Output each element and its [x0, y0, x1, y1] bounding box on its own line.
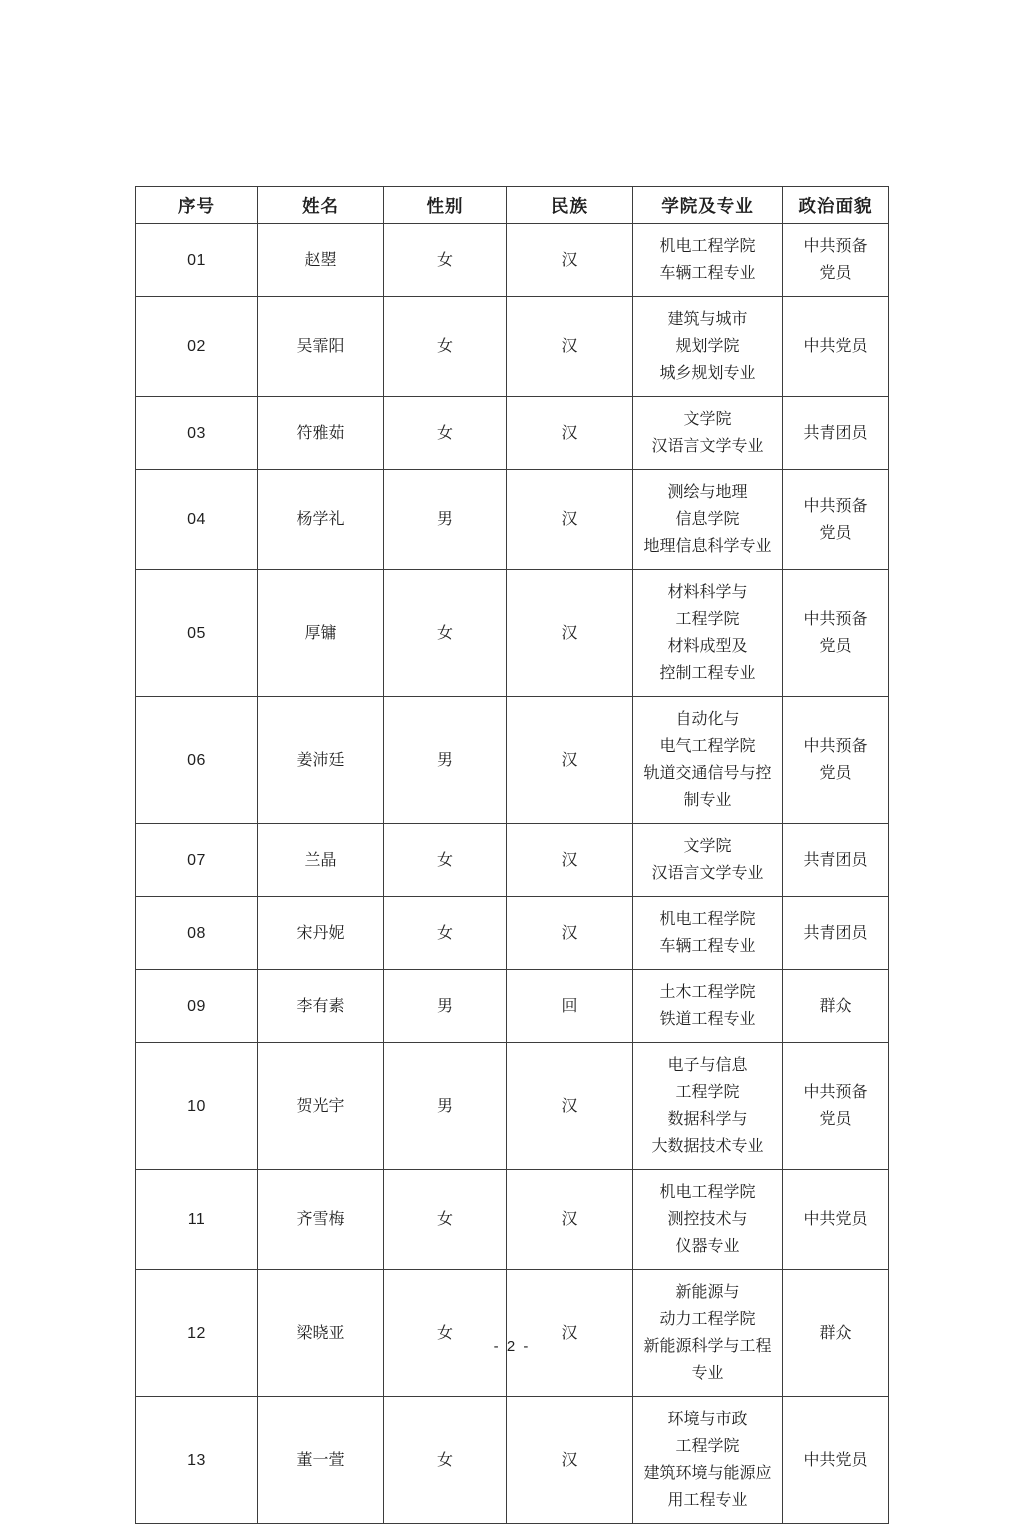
page-number: - 2 - — [493, 1338, 531, 1355]
college-major-cell-line: 工程学院 — [675, 1084, 740, 1101]
gender-cell: 女 — [384, 1270, 507, 1397]
gender-cell: 女 — [384, 297, 507, 397]
col-header-political: 政治面貌 — [783, 187, 889, 224]
college-major-cell-line: 汉语言文学专业 — [651, 865, 764, 882]
gender-cell: 男 — [384, 470, 507, 570]
political-status-cell — [783, 570, 889, 697]
gender-cell: 女 — [384, 570, 507, 697]
name-cell: 杨学礼 — [258, 470, 384, 570]
table-row — [136, 824, 889, 897]
ethnicity-cell: 汉 — [507, 897, 633, 970]
name-cell: 齐雪梅 — [258, 1170, 384, 1270]
college-major-cell-line: 仪器专业 — [675, 1238, 740, 1255]
college-major-cell — [633, 1043, 783, 1170]
college-major-cell-line: 城乡规划专业 — [659, 365, 756, 382]
gender-cell: 女 — [384, 897, 507, 970]
college-major-cell-line: 建筑环境与能源应 — [643, 1465, 772, 1482]
name-cell: 符雅茹 — [258, 397, 384, 470]
col-header-serial: 序号 — [136, 187, 258, 224]
college-major-cell-line: 专业 — [691, 1365, 724, 1382]
serial-cell: 11 — [136, 1170, 258, 1270]
header-row — [136, 187, 889, 224]
political-status-cell — [783, 897, 889, 970]
political-status-cell — [783, 697, 889, 824]
gender-cell: 女 — [384, 1170, 507, 1270]
name-cell: 姜沛廷 — [258, 697, 384, 824]
name-cell: 厚镛 — [258, 570, 384, 697]
political-status-cell-line: 党员 — [819, 1111, 852, 1128]
college-major-cell-line: 规划学院 — [675, 338, 740, 355]
political-status-cell-line: 中共预备 — [803, 497, 868, 515]
table-row — [136, 1397, 889, 1524]
college-major-cell-line: 地理信息科学专业 — [643, 538, 772, 555]
political-status-cell-line: 共青团员 — [803, 851, 868, 869]
college-major-cell — [633, 470, 783, 570]
serial-cell: 10 — [136, 1043, 258, 1170]
col-header-name: 姓名 — [258, 187, 384, 224]
serial-cell: 06 — [136, 697, 258, 824]
college-major-cell — [633, 297, 783, 397]
table-row — [136, 297, 889, 397]
ethnicity-cell: 汉 — [507, 824, 633, 897]
political-status-cell — [783, 1170, 889, 1270]
college-major-cell-line: 工程学院 — [675, 611, 740, 628]
college-major-cell-line: 环境与市政 — [667, 1411, 748, 1428]
college-major-cell-line: 建筑与城市 — [667, 311, 748, 328]
table-row — [136, 970, 889, 1043]
serial-cell: 02 — [136, 297, 258, 397]
table-row — [136, 570, 889, 697]
ethnicity-cell: 汉 — [507, 470, 633, 570]
ethnicity-cell: 汉 — [507, 1397, 633, 1524]
col-header-ethnicity: 民族 — [507, 187, 633, 224]
political-status-cell — [783, 224, 889, 297]
political-status-cell-line: 共青团员 — [803, 424, 868, 442]
political-status-cell-line: 党员 — [819, 265, 852, 282]
political-status-cell — [783, 470, 889, 570]
col-header-gender: 性别 — [384, 187, 507, 224]
college-major-cell-line: 材料成型及 — [667, 638, 748, 655]
serial-cell: 12 — [136, 1270, 258, 1397]
table-row — [136, 224, 889, 297]
college-major-cell-line: 电气工程学院 — [659, 738, 756, 755]
ethnicity-cell: 汉 — [507, 697, 633, 824]
college-major-cell — [633, 970, 783, 1043]
political-status-cell-line: 中共预备 — [803, 1084, 868, 1101]
college-major-cell-line: 自动化与 — [675, 711, 740, 728]
political-status-cell-line: 中共预备 — [803, 611, 868, 628]
table-row — [136, 470, 889, 570]
college-major-cell — [633, 697, 783, 824]
college-major-cell — [633, 1170, 783, 1270]
college-major-cell-line: 文学院 — [683, 411, 732, 428]
gender-cell: 男 — [384, 697, 507, 824]
college-major-cell-line: 车辆工程专业 — [659, 265, 756, 282]
political-status-cell-line: 党员 — [819, 524, 852, 542]
political-status-cell-line: 中共党员 — [803, 1451, 868, 1469]
name-cell: 赵曌 — [258, 224, 384, 297]
ethnicity-cell: 汉 — [507, 1170, 633, 1270]
college-major-cell-line: 机电工程学院 — [659, 1184, 756, 1201]
political-status-cell-line: 党员 — [819, 638, 852, 655]
serial-cell: 05 — [136, 570, 258, 697]
college-major-cell-line: 电子与信息 — [667, 1057, 748, 1074]
political-status-cell-line: 党员 — [819, 765, 852, 782]
political-status-cell-line: 中共预备 — [803, 738, 868, 755]
ethnicity-cell: 汉 — [507, 1043, 633, 1170]
name-cell: 梁晓亚 — [258, 1270, 384, 1397]
college-major-cell-line: 工程学院 — [675, 1438, 740, 1455]
gender-cell: 女 — [384, 824, 507, 897]
serial-cell: 13 — [136, 1397, 258, 1524]
political-status-cell-line: 群众 — [819, 997, 852, 1015]
serial-cell: 04 — [136, 470, 258, 570]
table-row — [136, 897, 889, 970]
political-status-cell-line: 中共预备 — [803, 238, 868, 255]
college-major-cell-line: 机电工程学院 — [659, 238, 756, 255]
college-major-cell-line: 材料科学与 — [667, 584, 748, 601]
college-major-cell — [633, 824, 783, 897]
college-major-cell-line: 用工程专业 — [667, 1492, 748, 1509]
ethnicity-cell: 汉 — [507, 1270, 633, 1397]
college-major-cell-line: 汉语言文学专业 — [651, 438, 764, 455]
political-status-cell — [783, 297, 889, 397]
ethnicity-cell: 汉 — [507, 297, 633, 397]
name-cell: 兰晶 — [258, 824, 384, 897]
name-cell: 贺光宇 — [258, 1043, 384, 1170]
gender-cell: 女 — [384, 1397, 507, 1524]
college-major-cell — [633, 224, 783, 297]
college-major-cell-line: 土木工程学院 — [659, 984, 756, 1001]
name-cell: 宋丹妮 — [258, 897, 384, 970]
ethnicity-cell: 汉 — [507, 570, 633, 697]
name-cell: 李有素 — [258, 970, 384, 1043]
college-major-cell-line: 动力工程学院 — [659, 1311, 756, 1328]
college-major-cell-line: 测绘与地理 — [667, 484, 748, 501]
college-major-cell-line: 制专业 — [683, 792, 732, 809]
political-status-cell-line: 共青团员 — [803, 924, 868, 942]
serial-cell: 01 — [136, 224, 258, 297]
gender-cell: 女 — [384, 224, 507, 297]
name-cell: 吴霏阳 — [258, 297, 384, 397]
ethnicity-cell: 回 — [507, 970, 633, 1043]
serial-cell: 08 — [136, 897, 258, 970]
gender-cell: 女 — [384, 397, 507, 470]
table-body — [136, 224, 889, 1524]
college-major-cell-line: 机电工程学院 — [659, 911, 756, 928]
ethnicity-cell: 汉 — [507, 224, 633, 297]
gender-cell: 男 — [384, 1043, 507, 1170]
college-major-cell-line: 信息学院 — [675, 511, 740, 528]
table-row — [136, 1043, 889, 1170]
ethnicity-cell: 汉 — [507, 397, 633, 470]
college-major-cell — [633, 897, 783, 970]
political-status-cell — [783, 970, 889, 1043]
college-major-cell — [633, 1397, 783, 1524]
political-status-cell — [783, 1270, 889, 1397]
college-major-cell-line: 轨道交通信号与控 — [643, 765, 772, 782]
political-status-cell-line: 中共党员 — [803, 1211, 868, 1228]
political-status-cell-line: 群众 — [819, 1324, 852, 1342]
table-row — [136, 1270, 889, 1397]
student-roster-table — [135, 186, 889, 1524]
college-major-cell-line: 铁道工程专业 — [659, 1011, 756, 1028]
college-major-cell-line: 数据科学与 — [667, 1111, 748, 1128]
serial-cell: 03 — [136, 397, 258, 470]
college-major-cell-line: 控制工程专业 — [659, 665, 756, 682]
college-major-cell-line: 大数据技术专业 — [651, 1138, 764, 1155]
college-major-cell — [633, 570, 783, 697]
table-row — [136, 697, 889, 824]
serial-cell: 09 — [136, 970, 258, 1043]
serial-cell: 07 — [136, 824, 258, 897]
political-status-cell — [783, 397, 889, 470]
college-major-cell-line: 测控技术与 — [667, 1211, 748, 1228]
college-major-cell-line: 新能源科学与工程 — [643, 1338, 772, 1355]
gender-cell: 男 — [384, 970, 507, 1043]
table-row — [136, 397, 889, 470]
college-major-cell — [633, 1270, 783, 1397]
col-header-college: 学院及专业 — [633, 187, 783, 224]
college-major-cell — [633, 397, 783, 470]
political-status-cell — [783, 1043, 889, 1170]
political-status-cell — [783, 1397, 889, 1524]
college-major-cell-line: 车辆工程专业 — [659, 938, 756, 955]
political-status-cell-line: 中共党员 — [803, 338, 868, 355]
name-cell: 董一萱 — [258, 1397, 384, 1524]
college-major-cell-line: 新能源与 — [675, 1284, 740, 1301]
college-major-cell-line: 文学院 — [683, 838, 732, 855]
table-row — [136, 1170, 889, 1270]
political-status-cell — [783, 824, 889, 897]
